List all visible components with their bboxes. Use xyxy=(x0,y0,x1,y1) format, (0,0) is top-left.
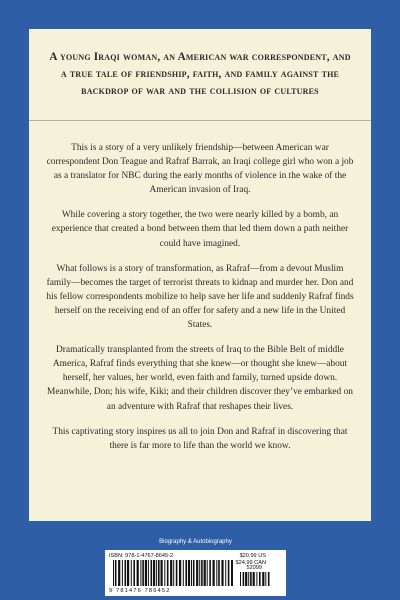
barcode-stripe xyxy=(221,560,223,586)
barcode-stripe xyxy=(151,560,153,586)
price-can: $24.99 CAN xyxy=(235,559,266,566)
barcode-stripe xyxy=(243,572,245,586)
divider xyxy=(29,120,371,121)
barcode-stripe xyxy=(167,560,169,586)
barcode-stripe xyxy=(164,560,165,586)
barcode-stripe xyxy=(185,560,187,586)
barcode-stripe xyxy=(248,572,249,586)
barcode-stripe xyxy=(204,560,206,586)
barcode-stripe xyxy=(137,560,139,586)
barcode-stripe xyxy=(209,560,211,586)
barcode-stripe xyxy=(265,572,266,586)
barcode-stripe xyxy=(207,560,208,586)
barcode-stripe xyxy=(193,560,195,586)
barcode-stripe xyxy=(228,560,230,586)
barcode-stripe xyxy=(250,572,252,586)
ean-digits: 9 781476 786452 xyxy=(109,588,171,594)
text-panel xyxy=(29,29,371,521)
barcode-stripe xyxy=(268,572,270,586)
addon-number: 52099 xyxy=(246,565,262,571)
barcode-box xyxy=(105,550,286,596)
paragraph-4: Dramatically transplanted from the streets of Iraq to the Bible Belt of middle America, Rafraf finds everything that she knew—or thought she knew—about herself, her values, her world, even faith and family, turned upside down. Meanwhile, Don; his wife, Kiki; and their children discover they’ve embarked on an adventure with Rafraf that reshapes their lives. xyxy=(47,345,353,412)
barcode-stripe xyxy=(127,560,129,586)
barcode-stripe xyxy=(158,560,160,586)
barcode-stripe xyxy=(122,560,123,586)
barcode-stripe xyxy=(133,560,135,586)
barcode-stripe xyxy=(245,572,247,586)
barcode-stripe xyxy=(142,560,144,586)
barcode-stripe xyxy=(262,572,264,586)
barcode-stripe xyxy=(170,560,172,586)
barcode-stripe xyxy=(145,560,147,586)
barcode-stripe xyxy=(183,560,184,586)
barcode-stripe xyxy=(225,560,226,586)
barcode-stripe xyxy=(125,560,127,586)
barcode-stripe xyxy=(201,560,203,586)
barcode-stripe xyxy=(113,560,114,586)
barcode-stripe xyxy=(216,560,217,586)
paragraph-3: What follows is a story of transformation, as Rafraf—from a devout Muslim family—becomes the target of terrorist threats to kidnap and murder her. Don and his fellow correspondents mobilize to help save her life and suddenly Rafraf finds herself on the receiving end of an offer for safety and a new life in the United States. xyxy=(46,263,354,331)
paragraph-5: This captivating story inspires us all to join Don and Rafraf in discovering that there is far more to life than the world we know. xyxy=(52,426,348,451)
barcode-stripe xyxy=(231,560,233,586)
barcode-stripe xyxy=(253,572,255,586)
barcode-stripe xyxy=(256,572,257,586)
barcode-stripe xyxy=(161,560,163,586)
barcode-stripe xyxy=(188,560,190,586)
isbn-text: ISBN: 978-1-4767-8645-2 xyxy=(109,553,174,559)
barcode-stripe xyxy=(140,560,141,586)
barcode-stripe xyxy=(176,560,178,586)
barcode-stripe xyxy=(213,560,215,586)
barcode-stripe xyxy=(218,560,220,586)
barcode-stripe xyxy=(240,572,241,586)
paragraph-1: This is a story of a very unlikely friendship—between American war correspondent Don Teague and Rafraf Barrak, an Iraqi college girl who won a job as a translator for NBC during the early months of violence in the wake of the American invasion of Iraq. xyxy=(46,143,354,196)
barcode-stripe xyxy=(118,560,120,586)
barcode-stripe xyxy=(115,560,117,586)
barcode-stripe xyxy=(196,560,198,586)
paragraph-2: While covering a story together, the two were nearly killed by a bomb, an experience that created a bond between them that led them down a path neither could have imagined. xyxy=(51,210,349,249)
headline: A young Iraqi woman, an American war correspondent, and a true tale of friendship, faith, and family against the backdrop of war and the collision of cultures xyxy=(49,51,351,97)
barcode-stripe xyxy=(199,560,200,586)
barcode-stripe xyxy=(153,560,155,586)
barcode-stripe xyxy=(156,560,157,586)
addon-barcode-icon xyxy=(240,572,270,586)
barcode-stripe xyxy=(179,560,181,586)
barcode-stripe xyxy=(259,572,261,586)
barcode-stripe xyxy=(173,560,174,586)
ean-barcode-icon xyxy=(113,560,233,586)
barcode-stripe xyxy=(191,560,192,586)
barcode-stripe xyxy=(148,560,149,586)
barcode-stripe xyxy=(131,560,132,586)
price-us: $20.99 US xyxy=(239,553,266,559)
category-label: Biography & Autobiography xyxy=(159,539,232,545)
